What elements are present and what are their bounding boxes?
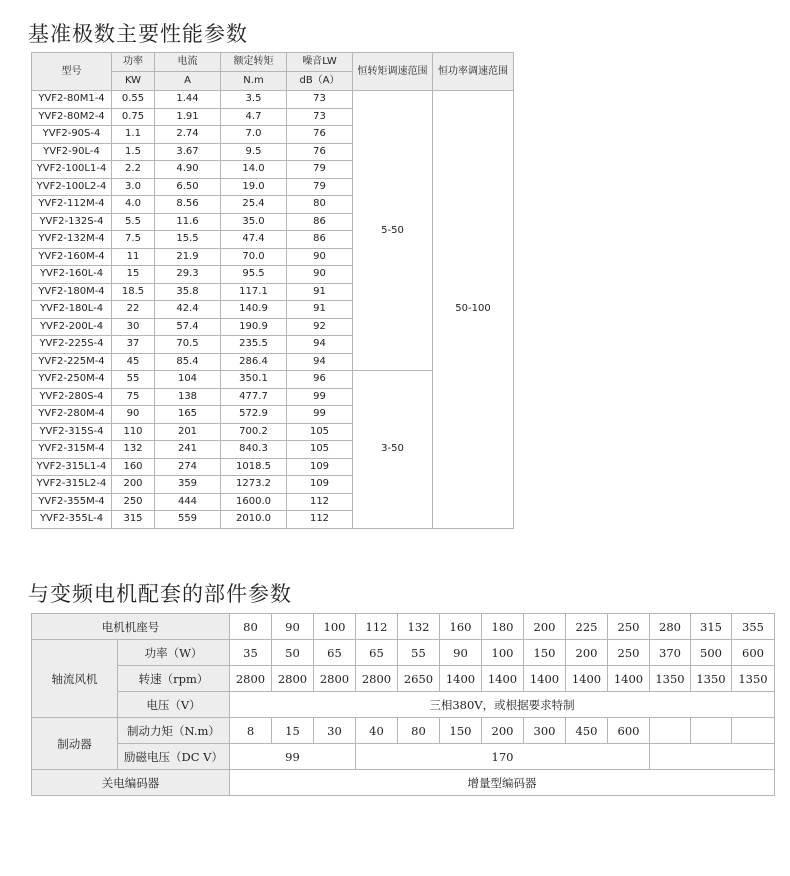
cell-current: 85.4: [155, 353, 221, 371]
parts-row-fan-power: [32, 640, 775, 666]
brake-torque-value: 450: [566, 718, 608, 744]
cell-power: 37: [112, 336, 155, 354]
cell-torque: 477.7: [221, 388, 287, 406]
cell-power: 3.0: [112, 178, 155, 196]
header-current: 电流: [155, 53, 221, 72]
header-const-power: 恒功率调速范围: [433, 53, 514, 91]
cell-torque: 25.4: [221, 196, 287, 214]
cell-noise: 99: [287, 406, 353, 424]
cell-current: 3.67: [155, 143, 221, 161]
cell-power: 45: [112, 353, 155, 371]
encoder-value: 增量型编码器: [230, 770, 775, 796]
cell-power: 4.0: [112, 196, 155, 214]
cell-model: YVF2-355L-4: [32, 511, 112, 529]
cell-torque: 190.9: [221, 318, 287, 336]
fan-speed-value: 2800: [230, 666, 272, 692]
cell-noise: 96: [287, 371, 353, 389]
fan-power-value: 600: [732, 640, 775, 666]
fan-voltage-label: 电压（V）: [118, 692, 230, 718]
cell-current: 104: [155, 371, 221, 389]
parts-row-excitation: [32, 744, 775, 770]
cell-current: 8.56: [155, 196, 221, 214]
cell-power: 200: [112, 476, 155, 494]
header-torque-unit: N.m: [221, 72, 287, 91]
parts-table-body: [32, 614, 775, 796]
brake-torque-value: 200: [482, 718, 524, 744]
fan-speed-value: 1400: [482, 666, 524, 692]
fan-speed-value: 1350: [691, 666, 732, 692]
parts-row-frames: [32, 614, 775, 640]
header-power: 功率: [112, 53, 155, 72]
fan-power-value: 65: [356, 640, 398, 666]
cell-model: YVF2-112M-4: [32, 196, 112, 214]
cell-power: 75: [112, 388, 155, 406]
fan-speed-value: 1400: [608, 666, 650, 692]
excitation-label: 励磁电压（DC V）: [118, 744, 230, 770]
cell-current: 21.9: [155, 248, 221, 266]
cell-model: YVF2-160L-4: [32, 266, 112, 284]
header-power-unit: KW: [112, 72, 155, 91]
cell-noise: 90: [287, 266, 353, 284]
frame-number: 100: [314, 614, 356, 640]
cell-current: 1.44: [155, 91, 221, 109]
cell-torque: 2010.0: [221, 511, 287, 529]
cell-noise: 91: [287, 283, 353, 301]
frame-number: 280: [650, 614, 691, 640]
brake-torque-value: [732, 718, 775, 744]
cell-torque: 35.0: [221, 213, 287, 231]
excitation-empty: [650, 744, 775, 770]
cell-model: YVF2-315L2-4: [32, 476, 112, 494]
cell-power: 15: [112, 266, 155, 284]
cell-current: 2.74: [155, 126, 221, 144]
parts-row-brake-torque: [32, 718, 775, 744]
cell-power: 2.2: [112, 161, 155, 179]
cell-torque: 19.0: [221, 178, 287, 196]
brake-torque-value: 8: [230, 718, 272, 744]
cell-torque: 3.5: [221, 91, 287, 109]
cell-torque: 1273.2: [221, 476, 287, 494]
cell-current: 4.90: [155, 161, 221, 179]
cell-noise: 94: [287, 353, 353, 371]
brake-torque-label: 制动力矩（N.m）: [118, 718, 230, 744]
fan-speed-value: 2650: [398, 666, 440, 692]
performance-table: [31, 52, 514, 529]
fan-power-value: 200: [566, 640, 608, 666]
excitation-value-a: 99: [230, 744, 356, 770]
cell-noise: 94: [287, 336, 353, 354]
cell-current: 15.5: [155, 231, 221, 249]
header-noise-unit: dB（A）: [287, 72, 353, 91]
cell-torque: 95.5: [221, 266, 287, 284]
cell-noise: 109: [287, 476, 353, 494]
cell-noise: 105: [287, 441, 353, 459]
header-noise: 噪音LW: [287, 53, 353, 72]
frame-number: 160: [440, 614, 482, 640]
cell-torque: 572.9: [221, 406, 287, 424]
fan-speed-value: 1400: [524, 666, 566, 692]
cell-model: YVF2-225S-4: [32, 336, 112, 354]
table-row: [32, 91, 514, 109]
cell-model: YVF2-250M-4: [32, 371, 112, 389]
cell-model: YVF2-90L-4: [32, 143, 112, 161]
fan-power-value: 100: [482, 640, 524, 666]
frame-number: 112: [356, 614, 398, 640]
fan-voltage-value: 三相380V，或根据要求特制: [230, 692, 775, 718]
cell-noise: 109: [287, 458, 353, 476]
section-title-parts: 与变频电机配套的部件参数: [28, 582, 292, 606]
cell-noise: 105: [287, 423, 353, 441]
cell-noise: 73: [287, 108, 353, 126]
fan-speed-label: 转速（rpm）: [118, 666, 230, 692]
brake-torque-value: 40: [356, 718, 398, 744]
cell-power: 30: [112, 318, 155, 336]
cell-model: YVF2-132S-4: [32, 213, 112, 231]
brake-torque-value: [650, 718, 691, 744]
cell-torque: 9.5: [221, 143, 287, 161]
fan-power-value: 500: [691, 640, 732, 666]
cell-power: 315: [112, 511, 155, 529]
parts-row-fan-voltage: [32, 692, 775, 718]
frame-number: 315: [691, 614, 732, 640]
cell-noise: 76: [287, 126, 353, 144]
frame-number: 90: [272, 614, 314, 640]
brake-torque-value: [691, 718, 732, 744]
header-current-unit: A: [155, 72, 221, 91]
cell-noise: 91: [287, 301, 353, 319]
cell-power: 0.55: [112, 91, 155, 109]
fan-speed-value: 1350: [650, 666, 691, 692]
cell-model: YVF2-80M1-4: [32, 91, 112, 109]
performance-table-body: [32, 91, 514, 529]
brake-torque-value: 600: [608, 718, 650, 744]
fan-power-value: 250: [608, 640, 650, 666]
cell-noise: 99: [287, 388, 353, 406]
cell-current: 444: [155, 493, 221, 511]
cell-model: YVF2-315L1-4: [32, 458, 112, 476]
cell-model: YVF2-280S-4: [32, 388, 112, 406]
brake-torque-value: 300: [524, 718, 566, 744]
cell-noise: 112: [287, 511, 353, 529]
cell-torque: 14.0: [221, 161, 287, 179]
cell-current: 138: [155, 388, 221, 406]
cell-power: 132: [112, 441, 155, 459]
cell-noise: 86: [287, 231, 353, 249]
cell-model: YVF2-200L-4: [32, 318, 112, 336]
cell-power: 90: [112, 406, 155, 424]
cell-noise: 79: [287, 161, 353, 179]
frame-number: 355: [732, 614, 775, 640]
cell-noise: 79: [287, 178, 353, 196]
cell-power: 18.5: [112, 283, 155, 301]
cell-current: 6.50: [155, 178, 221, 196]
cell-noise: 73: [287, 91, 353, 109]
frame-number: 132: [398, 614, 440, 640]
cell-power: 1.1: [112, 126, 155, 144]
fan-label: 轴流风机: [32, 640, 118, 718]
cell-current: 201: [155, 423, 221, 441]
frame-label: 电机机座号: [32, 614, 230, 640]
cell-current: 42.4: [155, 301, 221, 319]
encoder-label: 关电编码器: [32, 770, 230, 796]
fan-power-value: 90: [440, 640, 482, 666]
fan-power-value: 35: [230, 640, 272, 666]
cell-model: YVF2-180L-4: [32, 301, 112, 319]
cell-current: 359: [155, 476, 221, 494]
brake-torque-value: 80: [398, 718, 440, 744]
cell-model: YVF2-90S-4: [32, 126, 112, 144]
cell-power: 22: [112, 301, 155, 319]
cell-model: YVF2-100L1-4: [32, 161, 112, 179]
cell-power: 7.5: [112, 231, 155, 249]
cell-noise: 80: [287, 196, 353, 214]
cell-power: 5.5: [112, 213, 155, 231]
cell-torque: 350.1: [221, 371, 287, 389]
cell-torque: 1018.5: [221, 458, 287, 476]
cell-const-power-range: 50-100: [433, 91, 514, 529]
fan-power-value: 150: [524, 640, 566, 666]
excitation-value-b: 170: [356, 744, 650, 770]
brake-label: 制动器: [32, 718, 118, 770]
cell-power: 110: [112, 423, 155, 441]
fan-speed-value: 2800: [356, 666, 398, 692]
cell-model: YVF2-225M-4: [32, 353, 112, 371]
cell-torque: 7.0: [221, 126, 287, 144]
fan-power-value: 370: [650, 640, 691, 666]
cell-model: YVF2-132M-4: [32, 231, 112, 249]
cell-current: 11.6: [155, 213, 221, 231]
cell-noise: 92: [287, 318, 353, 336]
cell-current: 57.4: [155, 318, 221, 336]
header-const-torque: 恒转矩调速范围: [353, 53, 433, 91]
cell-current: 35.8: [155, 283, 221, 301]
cell-torque: 700.2: [221, 423, 287, 441]
cell-current: 241: [155, 441, 221, 459]
parts-table: [31, 613, 775, 796]
cell-current: 274: [155, 458, 221, 476]
frame-number: 225: [566, 614, 608, 640]
cell-model: YVF2-355M-4: [32, 493, 112, 511]
fan-speed-value: 1350: [732, 666, 775, 692]
parts-row-fan-speed: [32, 666, 775, 692]
cell-torque: 840.3: [221, 441, 287, 459]
cell-torque: 286.4: [221, 353, 287, 371]
fan-speed-value: 1400: [566, 666, 608, 692]
cell-noise: 112: [287, 493, 353, 511]
cell-noise: 86: [287, 213, 353, 231]
cell-torque: 140.9: [221, 301, 287, 319]
parts-row-encoder: [32, 770, 775, 796]
cell-const-torque-range: 3-50: [353, 371, 433, 529]
cell-noise: 90: [287, 248, 353, 266]
cell-power: 250: [112, 493, 155, 511]
cell-model: YVF2-280M-4: [32, 406, 112, 424]
cell-power: 0.75: [112, 108, 155, 126]
fan-power-value: 65: [314, 640, 356, 666]
header-model: 型号: [32, 53, 112, 91]
brake-torque-value: 15: [272, 718, 314, 744]
cell-model: YVF2-100L2-4: [32, 178, 112, 196]
frame-number: 80: [230, 614, 272, 640]
frame-number: 200: [524, 614, 566, 640]
frame-number: 250: [608, 614, 650, 640]
fan-power-value: 50: [272, 640, 314, 666]
brake-torque-value: 150: [440, 718, 482, 744]
fan-power-label: 功率（W）: [118, 640, 230, 666]
cell-torque: 4.7: [221, 108, 287, 126]
fan-speed-value: 1400: [440, 666, 482, 692]
cell-torque: 47.4: [221, 231, 287, 249]
cell-power: 11: [112, 248, 155, 266]
cell-torque: 117.1: [221, 283, 287, 301]
cell-power: 160: [112, 458, 155, 476]
cell-model: YVF2-315S-4: [32, 423, 112, 441]
cell-current: 70.5: [155, 336, 221, 354]
cell-torque: 235.5: [221, 336, 287, 354]
fan-speed-value: 2800: [314, 666, 356, 692]
brake-torque-value: 30: [314, 718, 356, 744]
cell-current: 1.91: [155, 108, 221, 126]
cell-model: YVF2-160M-4: [32, 248, 112, 266]
cell-const-torque-range: 5-50: [353, 91, 433, 371]
header-torque: 额定转矩: [221, 53, 287, 72]
fan-speed-value: 2800: [272, 666, 314, 692]
cell-torque: 70.0: [221, 248, 287, 266]
cell-noise: 76: [287, 143, 353, 161]
cell-current: 29.3: [155, 266, 221, 284]
cell-model: YVF2-315M-4: [32, 441, 112, 459]
frame-number: 180: [482, 614, 524, 640]
cell-power: 1.5: [112, 143, 155, 161]
cell-torque: 1600.0: [221, 493, 287, 511]
cell-power: 55: [112, 371, 155, 389]
cell-current: 559: [155, 511, 221, 529]
fan-power-value: 55: [398, 640, 440, 666]
section-title-performance: 基准极数主要性能参数: [28, 22, 248, 46]
cell-current: 165: [155, 406, 221, 424]
cell-model: YVF2-180M-4: [32, 283, 112, 301]
cell-model: YVF2-80M2-4: [32, 108, 112, 126]
